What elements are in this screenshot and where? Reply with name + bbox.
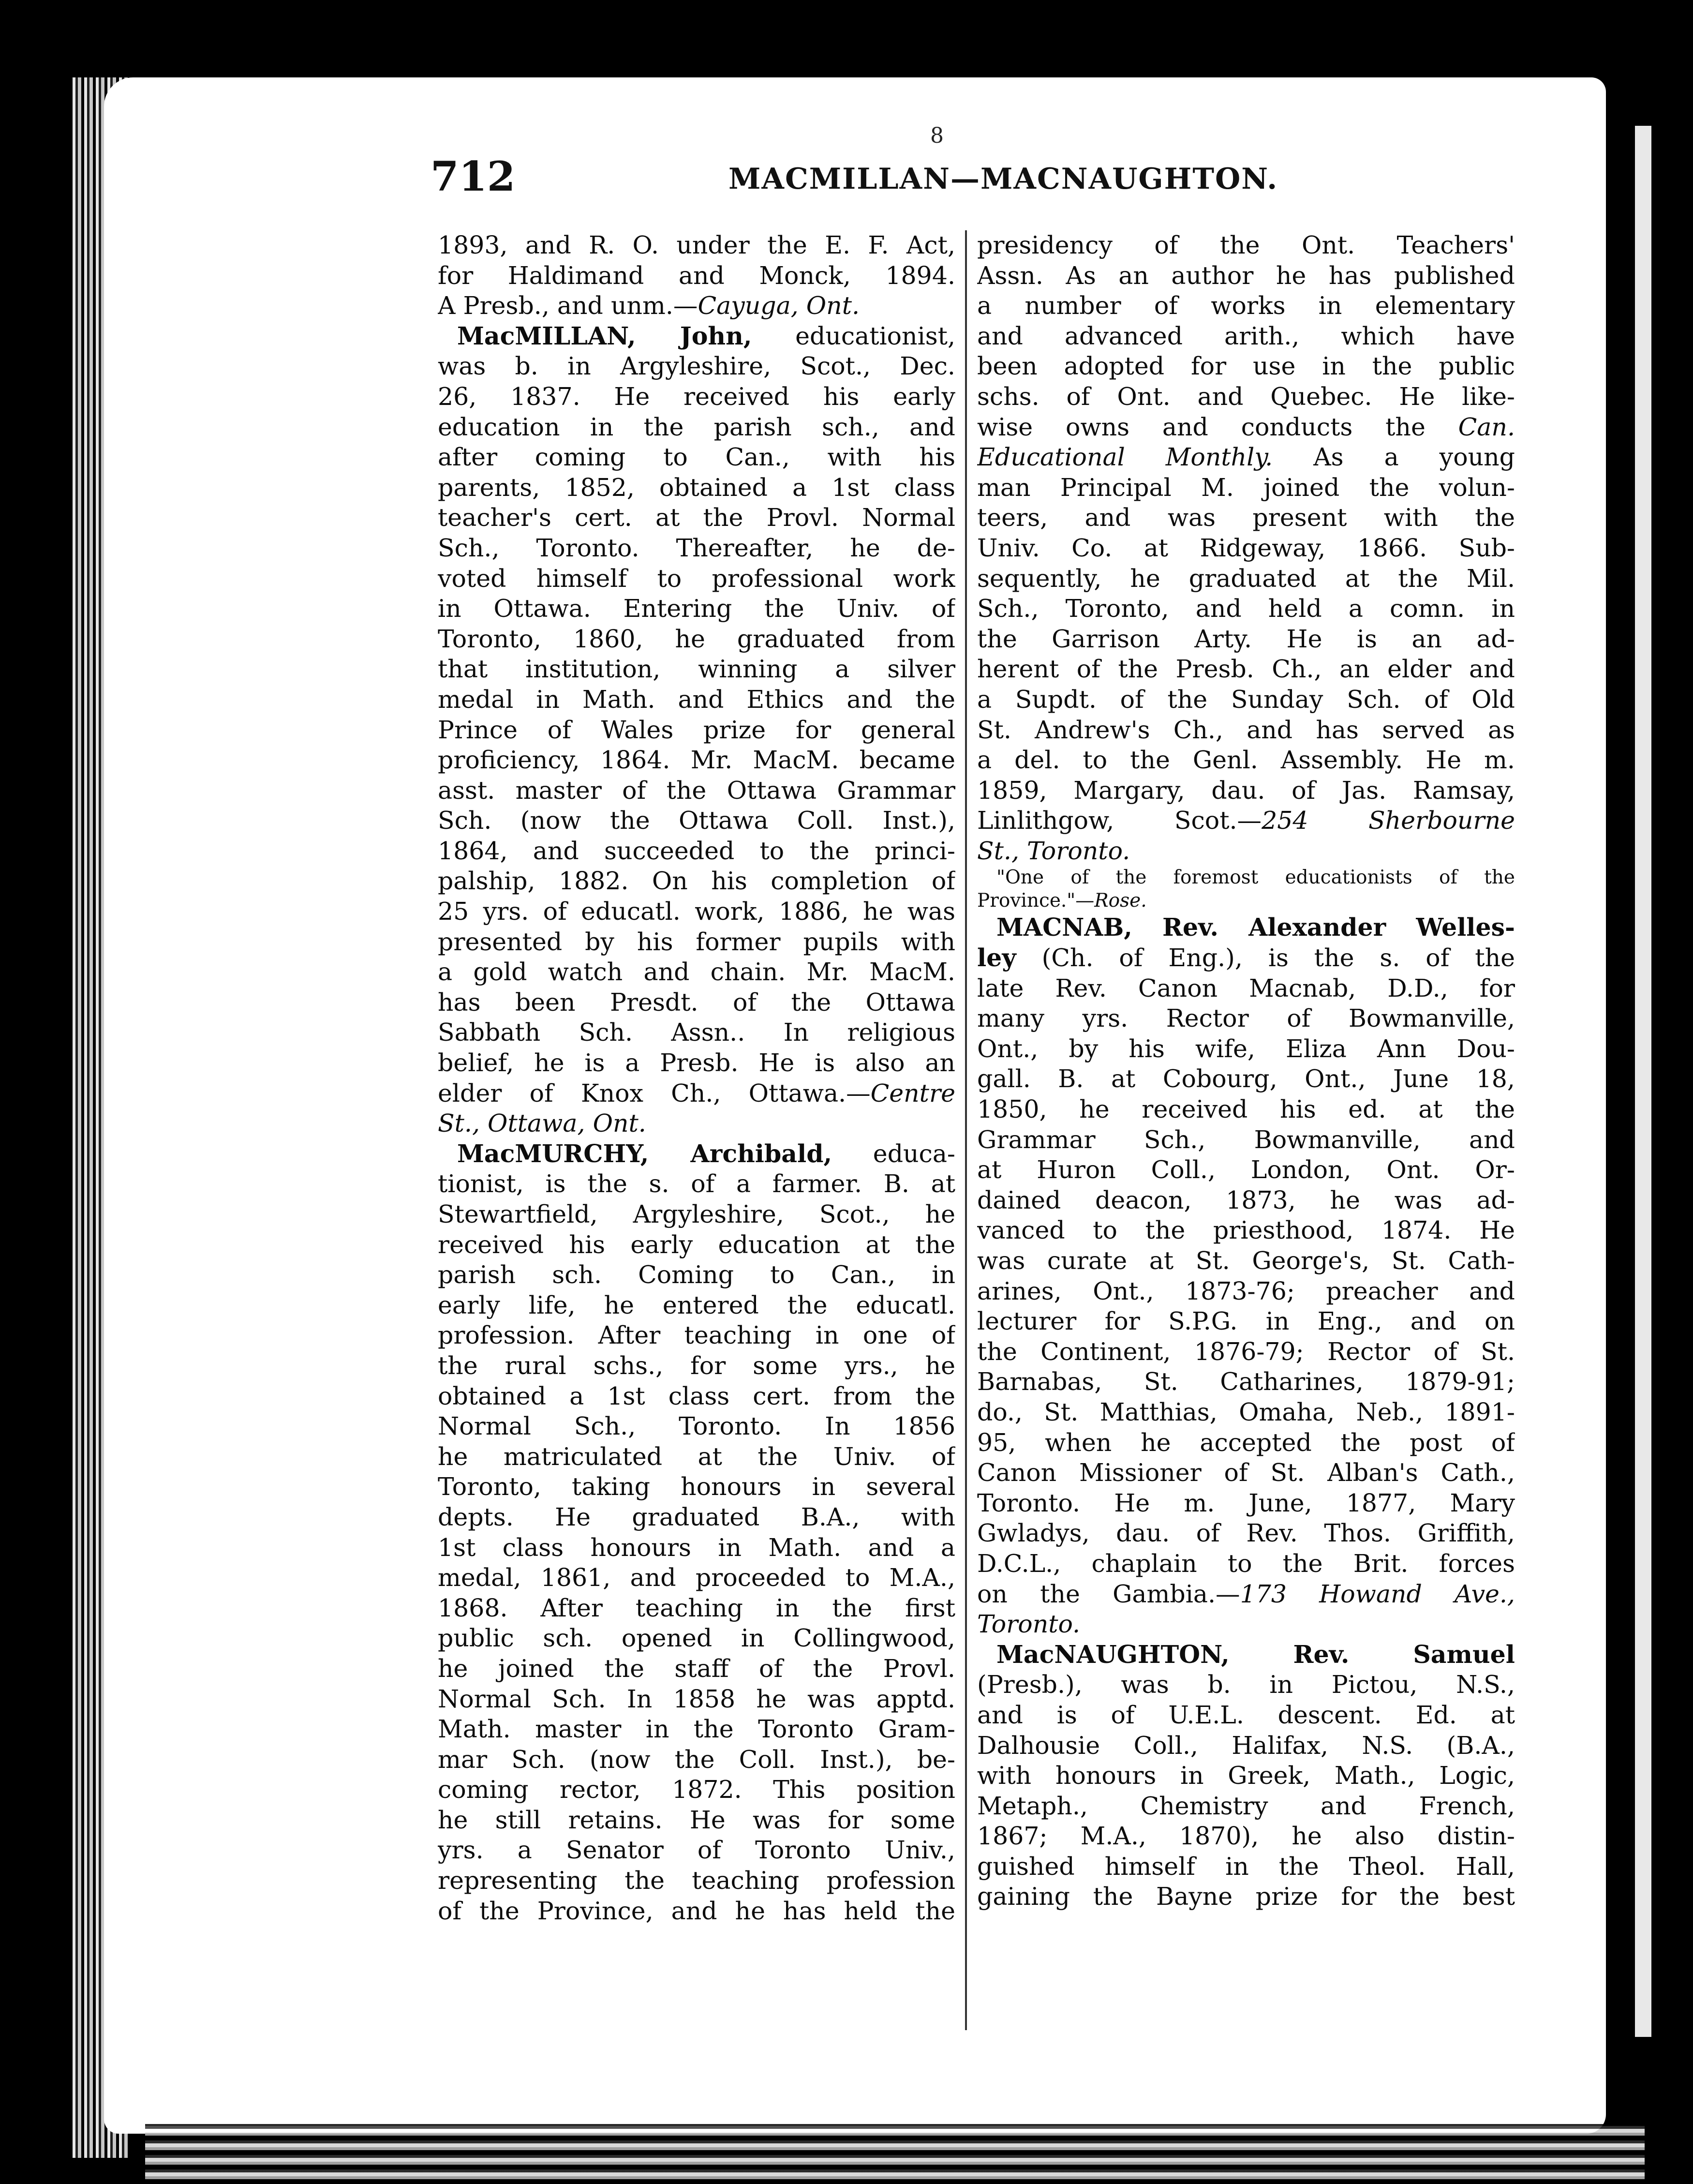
text-line: Assn. As an author he has published xyxy=(977,261,1515,290)
text-line: asst. master of the Ottawa Grammar xyxy=(438,776,955,805)
page-edge-right xyxy=(1635,126,1651,2037)
text-line: wise owns and conducts the Can. xyxy=(977,412,1515,441)
text-line: Toronto. xyxy=(977,1610,1081,1639)
text-line: has been Presdt. of the Ottawa xyxy=(438,987,955,1017)
text-line: elder of Knox Ch., Ottawa.—Centre xyxy=(438,1078,955,1107)
text-line: lecturer for S.P.G. in Eng., and on xyxy=(977,1307,1515,1336)
text-line: ley (Ch. of Eng.), is the s. of the xyxy=(977,943,1515,972)
text-line: 1st class honours in Math. and a xyxy=(438,1533,955,1562)
text-line: MacNAUGHTON, Rev. Samuel xyxy=(996,1640,1515,1669)
text-line: MacMURCHY, Archibald, educa- xyxy=(457,1139,955,1168)
text-line: he still retains. He was for some xyxy=(438,1805,955,1834)
text-line: presented by his former pupils with xyxy=(438,927,955,956)
left-column xyxy=(438,230,955,2013)
text-line: he joined the staff of the Provl. xyxy=(438,1654,955,1683)
text-line: depts. He graduated B.A., with xyxy=(438,1502,955,1531)
text-line: presidency of the Ont. Teachers' xyxy=(977,231,1515,259)
text-line: he matriculated at the Univ. of xyxy=(438,1442,955,1471)
running-title: MACMILLAN—MACNAUGHTON. xyxy=(728,162,1278,196)
text-line: Math. master in the Toronto Gram- xyxy=(438,1715,955,1744)
text-line: a gold watch and chain. Mr. MacM. xyxy=(438,957,955,987)
text-line: medal, 1861, and proceeded to M.A., xyxy=(438,1563,955,1592)
text-line: Univ. Co. at Ridgeway, 1866. Sub- xyxy=(977,533,1515,562)
text-line: gaining the Bayne prize for the best xyxy=(977,1882,1515,1911)
text-line: Educational Monthly. As a young xyxy=(977,443,1515,472)
text-line: was b. in Argyleshire, Scot., Dec. xyxy=(438,352,955,381)
text-line: belief, he is a Presb. He is also an xyxy=(438,1048,955,1077)
text-line: of the Province, and he has held the xyxy=(438,1896,955,1925)
text-line: Canon Missioner of St. Alban's Cath., xyxy=(977,1458,1515,1487)
text-line: voted himself to professional work xyxy=(438,564,955,593)
text-line: in Ottawa. Entering the Univ. of xyxy=(438,594,955,623)
text-line: 1864, and succeeded to the princi- xyxy=(438,836,955,865)
text-line: Toronto, taking honours in several xyxy=(438,1472,955,1501)
page-number: 712 xyxy=(431,152,516,200)
text-line: 1850, he received his ed. at the xyxy=(977,1095,1515,1124)
text-line: schs. of Ont. and Quebec. He like- xyxy=(977,382,1515,411)
text-line: representing the teaching profession xyxy=(438,1866,955,1895)
text-line: 1867; M.A., 1870), he also distin- xyxy=(977,1822,1515,1851)
text-line: mar Sch. (now the Coll. Inst.), be- xyxy=(438,1745,955,1774)
text-line: Sch., Toronto. Thereafter, he de- xyxy=(438,533,955,562)
text-line: guished himself in the Theol. Hall, xyxy=(977,1852,1515,1881)
text-line: early life, he entered the educatl. xyxy=(438,1290,955,1319)
text-line: coming rector, 1872. This position xyxy=(438,1775,955,1804)
text-line: Metaph., Chemistry and French, xyxy=(977,1791,1515,1820)
text-line: MacMILLAN, John, educationist, xyxy=(457,321,955,350)
text-line: teers, and was present with the xyxy=(977,503,1515,532)
text-line: Ont., by his wife, Eliza Ann Dou- xyxy=(977,1034,1515,1063)
text-line: Stewartfield, Argyleshire, Scot., he xyxy=(438,1200,955,1228)
text-line: a Supdt. of the Sunday Sch. of Old xyxy=(977,685,1515,714)
text-line: A Presb., and unm.—Cayuga, Ont. xyxy=(438,291,860,320)
text-line: Sabbath Sch. Assn.. In religious xyxy=(438,1018,955,1047)
text-line: and advanced arith., which have xyxy=(977,321,1515,350)
signature-mark: 8 xyxy=(930,123,944,148)
text-line: St., Ottawa, Ont. xyxy=(438,1109,646,1138)
text-line: tionist, is the s. of a farmer. B. at xyxy=(438,1169,955,1198)
text-line: D.C.L., chaplain to the Brit. forces xyxy=(977,1549,1515,1578)
text-line: for Haldimand and Monck, 1894. xyxy=(438,261,955,290)
text-line: dained deacon, 1873, he was ad- xyxy=(977,1185,1515,1214)
text-line: 25 yrs. of educatl. work, 1886, he was xyxy=(438,897,955,926)
text-line: medal in Math. and Ethics and the xyxy=(438,685,955,714)
text-line: Province."—Rose. xyxy=(977,890,1147,912)
text-line: man Principal M. joined the volun- xyxy=(977,473,1515,502)
text-line: public sch. opened in Collingwood, xyxy=(438,1624,955,1653)
text-line: and is of U.E.L. descent. Ed. at xyxy=(977,1700,1515,1729)
text-line: the rural schs., for some yrs., he xyxy=(438,1351,955,1380)
running-head xyxy=(431,150,1282,203)
text-line: the Garrison Arty. He is an ad- xyxy=(977,624,1515,653)
text-line: was curate at St. George's, St. Cath- xyxy=(977,1246,1515,1275)
text-line: obtained a 1st class cert. from the xyxy=(438,1381,955,1410)
text-line: on the Gambia.—173 Howand Ave., xyxy=(977,1579,1515,1608)
text-line: arines, Ont., 1873-76; preacher and xyxy=(977,1276,1515,1305)
text-line: Dalhousie Coll., Halifax, N.S. (B.A., xyxy=(977,1731,1515,1760)
text-line: Prince of Wales prize for general xyxy=(438,715,955,744)
text-line: parents, 1852, obtained a 1st class xyxy=(438,473,955,502)
text-line: 26, 1837. He received his early xyxy=(438,382,955,411)
text-line: gall. B. at Cobourg, Ont., June 18, xyxy=(977,1064,1515,1093)
text-line: late Rev. Canon Macnab, D.D., for xyxy=(977,973,1515,1002)
text-line: Sch., Toronto, and held a comn. in xyxy=(977,594,1515,623)
column-rule xyxy=(965,230,967,2030)
scan-noise-bottom xyxy=(145,2124,1645,2184)
text-line: Toronto, 1860, he graduated from xyxy=(438,624,955,653)
text-line: do., St. Matthias, Omaha, Neb., 1891- xyxy=(977,1397,1515,1426)
text-line: after coming to Can., with his xyxy=(438,443,955,472)
text-line: palship, 1882. On his completion of xyxy=(438,867,955,896)
text-line: profession. After teaching in one of xyxy=(438,1321,955,1350)
text-line: 1868. After teaching in the first xyxy=(438,1593,955,1622)
text-line: a del. to the Genl. Assembly. He m. xyxy=(977,746,1515,775)
text-line: with honours in Greek, Math., Logic, xyxy=(977,1761,1515,1790)
text-line: Gwladys, dau. of Rev. Thos. Griffith, xyxy=(977,1519,1515,1548)
text-line: received his early education at the xyxy=(438,1230,955,1259)
text-line: "One of the foremost educationists of the xyxy=(996,867,1515,889)
text-line: vanced to the priesthood, 1874. He xyxy=(977,1216,1515,1245)
text-line: at Huron Coll., London, Ont. Or- xyxy=(977,1155,1515,1184)
text-line: 1859, Margary, dau. of Jas. Ramsay, xyxy=(977,776,1515,805)
text-line: the Continent, 1876-79; Rector of St. xyxy=(977,1337,1515,1366)
text-line: many yrs. Rector of Bowmanville, xyxy=(977,1004,1515,1033)
text-line: yrs. a Senator of Toronto Univ., xyxy=(438,1836,955,1865)
right-column xyxy=(977,230,1515,2013)
text-line: sequently, he graduated at the Mil. xyxy=(977,564,1515,593)
text-line: education in the parish sch., and xyxy=(438,412,955,441)
text-line: been adopted for use in the public xyxy=(977,352,1515,381)
text-line: Toronto. He m. June, 1877, Mary xyxy=(977,1488,1515,1517)
text-line: teacher's cert. at the Provl. Normal xyxy=(438,503,955,532)
text-line: Grammar Sch., Bowmanville, and xyxy=(977,1125,1515,1154)
text-line: parish sch. Coming to Can., in xyxy=(438,1260,955,1289)
text-line: Barnabas, St. Catharines, 1879-91; xyxy=(977,1367,1515,1396)
text-line: St. Andrew's Ch., and has served as xyxy=(977,715,1515,744)
text-line: MACNAB, Rev. Alexander Welles- xyxy=(996,913,1515,942)
text-line: proficiency, 1864. Mr. MacM. became xyxy=(438,746,955,775)
text-line: 1893, and R. O. under the E. F. Act, xyxy=(438,231,955,259)
text-line: herent of the Presb. Ch., an elder and xyxy=(977,655,1515,684)
text-line: a number of works in elementary xyxy=(977,291,1515,320)
binding-shadow xyxy=(0,0,73,2184)
text-line: Sch. (now the Ottawa Coll. Inst.), xyxy=(438,806,955,835)
text-line: Normal Sch., Toronto. In 1856 xyxy=(438,1412,955,1441)
text-line: Linlithgow, Scot.—254 Sherbourne xyxy=(977,806,1515,835)
text-line: that institution, winning a silver xyxy=(438,655,955,684)
text-line: 95, when he accepted the post of xyxy=(977,1428,1515,1457)
text-line: St., Toronto. xyxy=(977,836,1130,865)
text-line: Normal Sch. In 1858 he was apptd. xyxy=(438,1684,955,1713)
text-line: (Presb.), was b. in Pictou, N.S., xyxy=(977,1670,1515,1699)
